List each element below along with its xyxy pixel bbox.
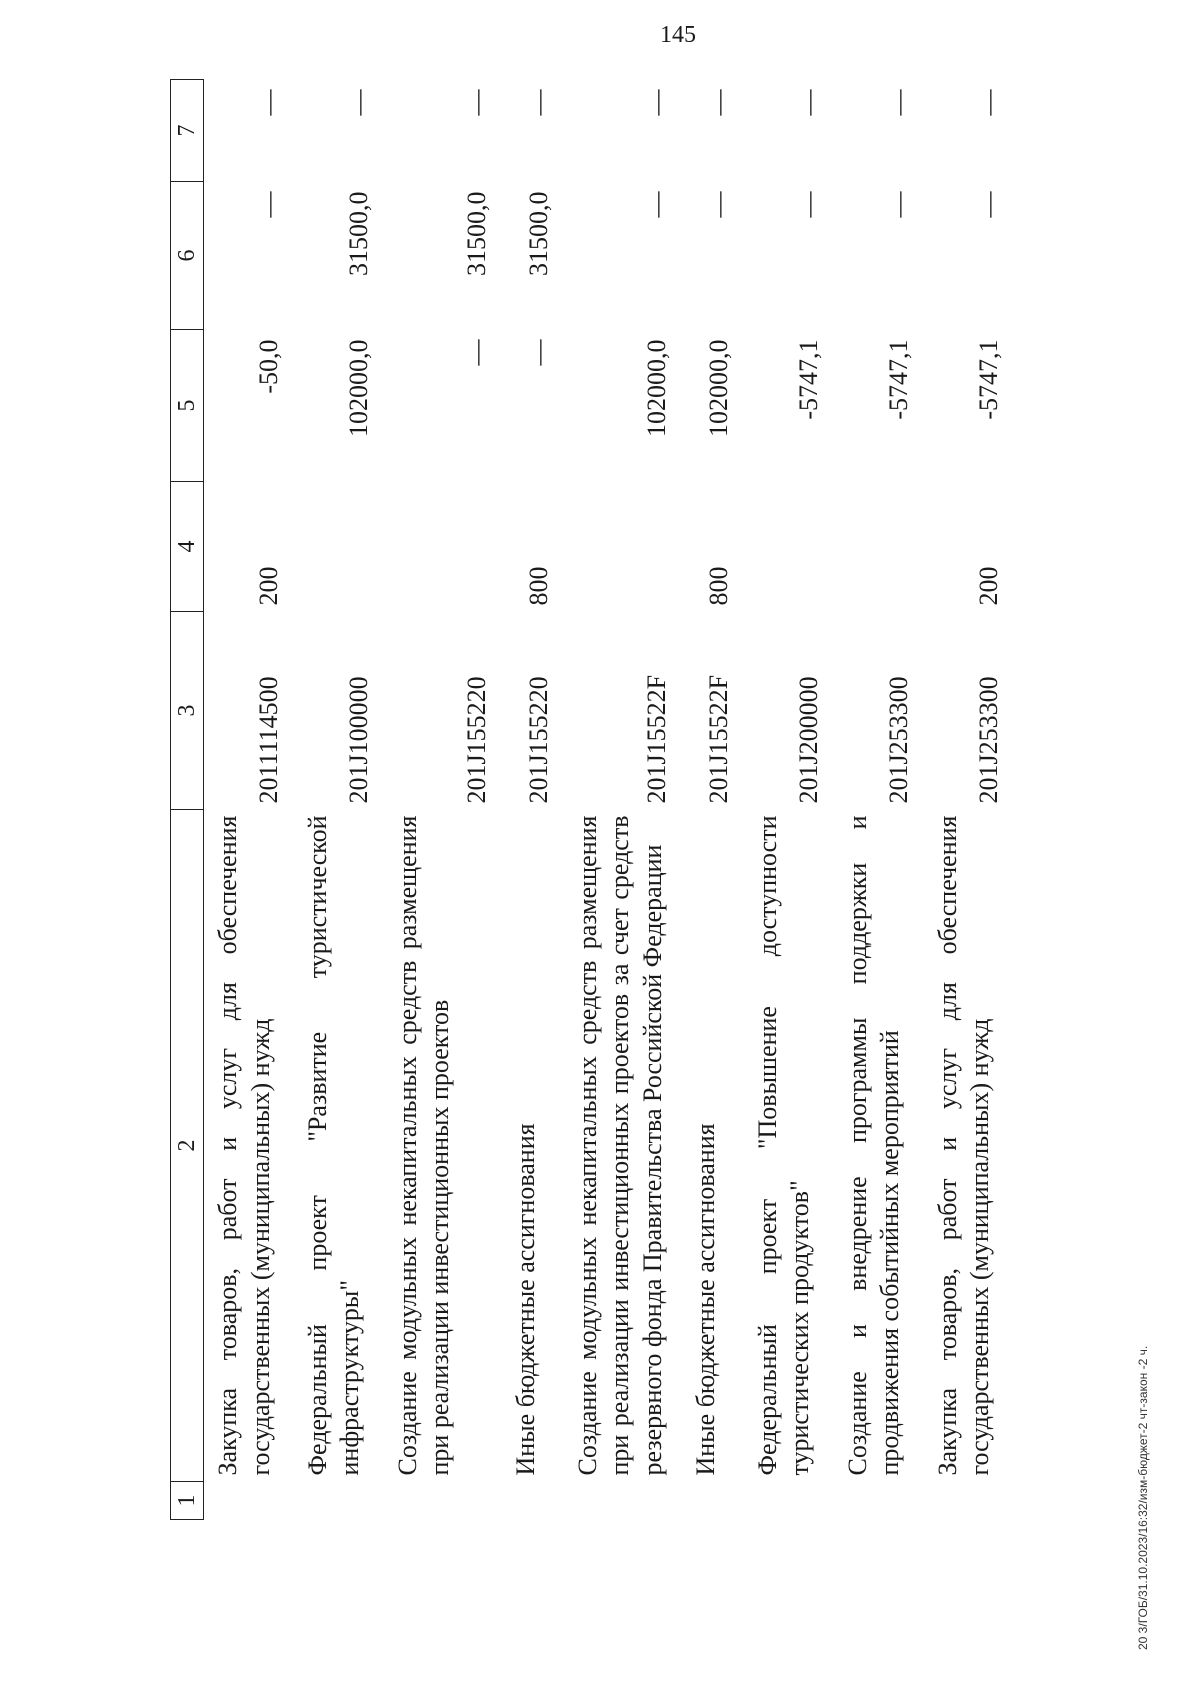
row-col5: -5747,1 [974,339,1003,420]
row-code: 201J155220 [524,676,553,804]
row-col7: — [462,89,491,116]
row-code: 201J15522F [642,674,671,804]
row-name: Иные бюджетные ассигнования [510,1123,540,1476]
row-name: Иные бюджетные ассигнования [690,1123,720,1476]
row-vr: 200 [974,566,1003,606]
row-col7: — [974,89,1003,116]
row-vr [834,482,924,612]
row-name: Закупка товаров, работ и услуг для обеспечения государственных (муниципальных) нужд [213,815,275,1476]
row-code: 201J253300 [884,676,913,804]
row-col7: — [344,89,373,116]
row-vr [384,482,502,612]
header-cell: 6 [171,182,204,330]
table-row [502,80,564,1520]
row-name: Создание и внедрение программы поддержки и продвижения событийных мероприятий [842,815,904,1476]
row-col5: -50,0 [254,339,283,394]
row-name: Федеральный проект "Развитие туристической инфраструктуры" [302,815,364,1476]
table-row [834,80,924,1520]
row-col6: — [794,191,823,218]
table-row [294,80,384,1520]
row-col5: — [524,339,553,366]
row-name: Создание модульных некапитальных средств размещения при реализации инвестиционных проектов за счет средств резервного фонда Правительства Российской Федерации [572,815,667,1476]
row-vr [294,482,384,612]
row-name: Создание модульных некапитальных средств размещения при реализации инвестиционных проектов [392,815,454,1476]
table-row [682,80,744,1520]
row-vr [564,482,682,612]
row-col6: 31500,0 [524,191,553,276]
table-row [924,80,1014,1520]
header-cell: 5 [171,330,204,482]
row-col6: — [884,191,913,218]
row-vr: 800 [704,566,733,606]
row-col7: — [794,89,823,116]
row-col7: — [254,89,283,116]
row-col5: 102000,0 [344,339,373,437]
row-col6: — [254,191,283,218]
table-header-row [171,80,204,1520]
row-code: 201J100000 [344,676,373,804]
row-code: 201J253300 [974,676,1003,804]
table-row [204,80,294,1520]
row-col6: — [642,191,671,218]
rotated-table-container [170,80,1070,1520]
row-col5: 102000,0 [642,339,671,437]
row-col7: — [704,89,733,116]
row-col5: — [462,339,491,366]
row-code: 201J200000 [794,676,823,804]
row-vr: 200 [254,566,283,606]
header-cell: 2 [171,810,204,1482]
row-col5: 102000,0 [704,339,733,437]
document-footer: 20 3/ГОБ/31.10.2023/16:32/изм-бюджет-2 чт-закон -2 ч. [1136,1345,1150,1650]
row-code: 201J15522F [704,674,733,804]
row-vr: 800 [524,566,553,606]
table-row [384,80,502,1520]
row-col7: — [524,89,553,116]
row-vr [744,482,834,612]
row-col7: — [884,89,913,116]
row-name: Федеральный проект "Повышение доступности туристических продуктов" [752,815,814,1476]
row-col6: 31500,0 [462,191,491,276]
header-cell: 3 [171,612,204,810]
header-cell: 7 [171,80,204,182]
row-code: 2011114500 [254,676,283,804]
row-col5: -5747,1 [794,339,823,420]
page-number: 145 [660,22,696,48]
row-name: Закупка товаров, работ и услуг для обеспечения государственных (муниципальных) нужд [932,815,994,1476]
row-col5: -5747,1 [884,339,913,420]
header-cell: 1 [171,1482,204,1520]
row-col6: — [974,191,1003,218]
row-code: 201J155220 [462,676,491,804]
row-col6: 31500,0 [344,191,373,276]
row-col6: — [704,191,733,218]
table-row [564,80,682,1520]
header-cell: 4 [171,482,204,612]
table-row [744,80,834,1520]
row-col7: — [642,89,671,116]
budget-table [170,79,1014,1520]
